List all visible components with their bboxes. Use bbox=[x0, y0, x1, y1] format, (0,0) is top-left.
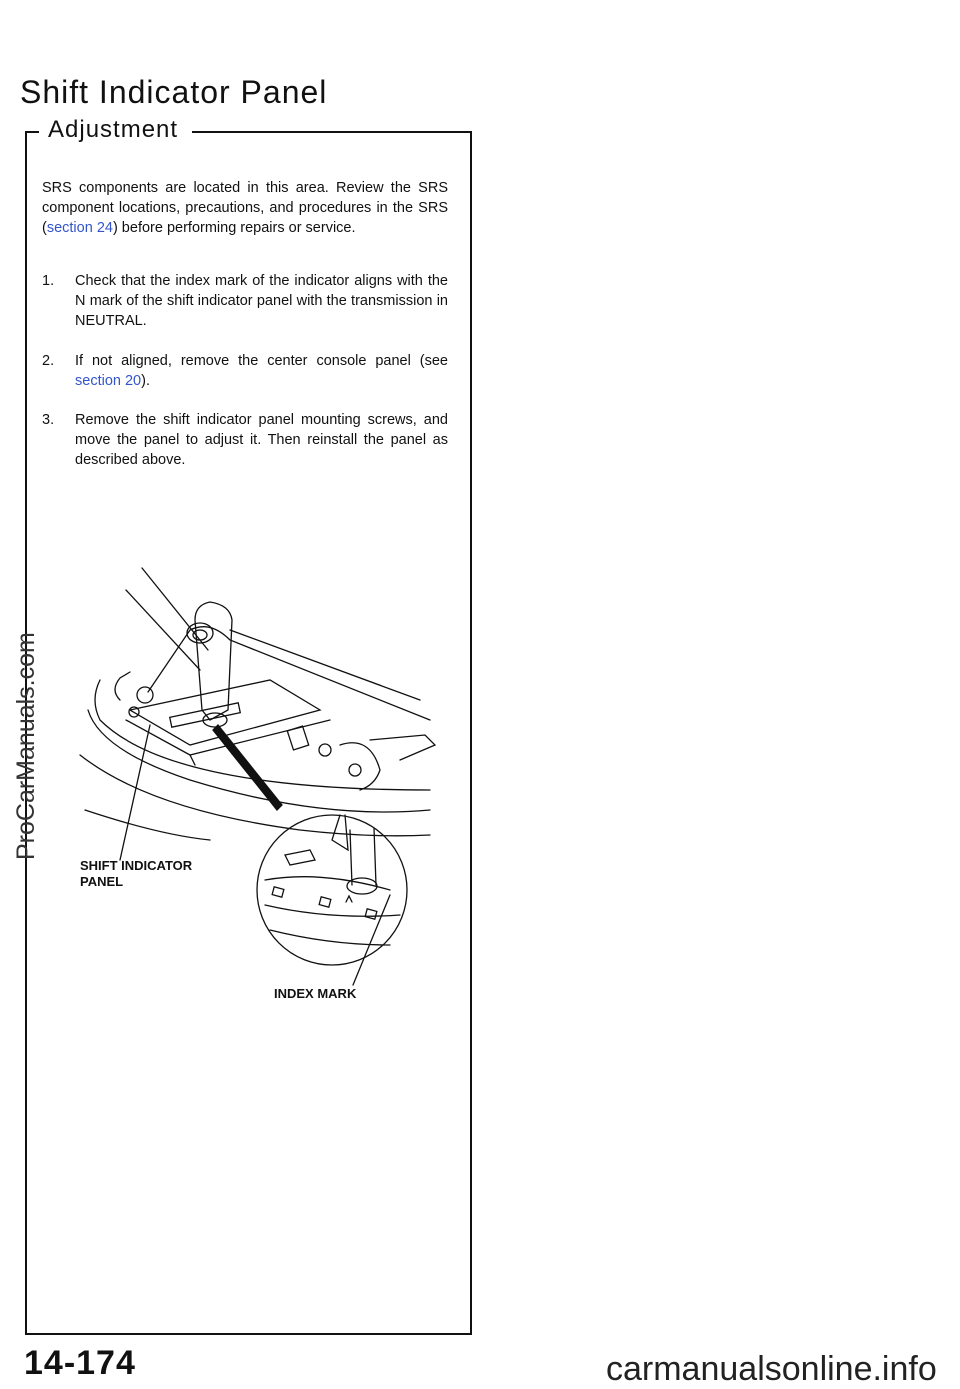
srs-warning-paragraph bbox=[42, 178, 448, 238]
section-24-link[interactable]: section 24 bbox=[46, 220, 113, 236]
step-2-text-end: ). bbox=[141, 373, 150, 389]
shift-indicator-panel-label bbox=[80, 858, 192, 890]
srs-warning-text-end: ) before performing repairs or service. bbox=[112, 220, 356, 236]
step-number: 3. bbox=[42, 412, 55, 428]
page-number: 14-174 bbox=[24, 1344, 136, 1382]
footer-site: carmanualsonline.info bbox=[606, 1350, 937, 1388]
step-text bbox=[75, 351, 448, 391]
shift-lever-illustration bbox=[70, 560, 450, 1000]
step-number: 2. bbox=[42, 353, 55, 369]
frame-top-right-rule bbox=[192, 131, 470, 133]
step-number: 1. bbox=[42, 273, 55, 289]
watermark: ProCarManuals.com bbox=[12, 632, 40, 860]
page-title: Shift Indicator Panel bbox=[20, 74, 328, 110]
section-title: Adjustment bbox=[48, 116, 179, 143]
srs-warning-text: SRS components are located in this area. Review the SRS component locations, precautions, and procedures in the SRS ( bbox=[42, 180, 448, 236]
section-20-link[interactable]: section 20 bbox=[75, 373, 142, 389]
step-2-text: If not aligned, remove the center console panel (see bbox=[75, 353, 448, 369]
step-text: Remove the shift indicator panel mounting screws, and move the panel to adjust it. Then reinstall the panel as described above. bbox=[75, 412, 448, 468]
step-text: Check that the index mark of the indicator aligns with the N mark of the shift indicator panel with the transmission in NEUTRAL. bbox=[75, 273, 448, 329]
label-line-1: SHIFT INDICATOR bbox=[80, 858, 193, 873]
frame-top-left-rule bbox=[25, 131, 39, 133]
index-mark-label: INDEX MARK bbox=[274, 986, 357, 1001]
label-line-2: PANEL bbox=[80, 874, 124, 889]
